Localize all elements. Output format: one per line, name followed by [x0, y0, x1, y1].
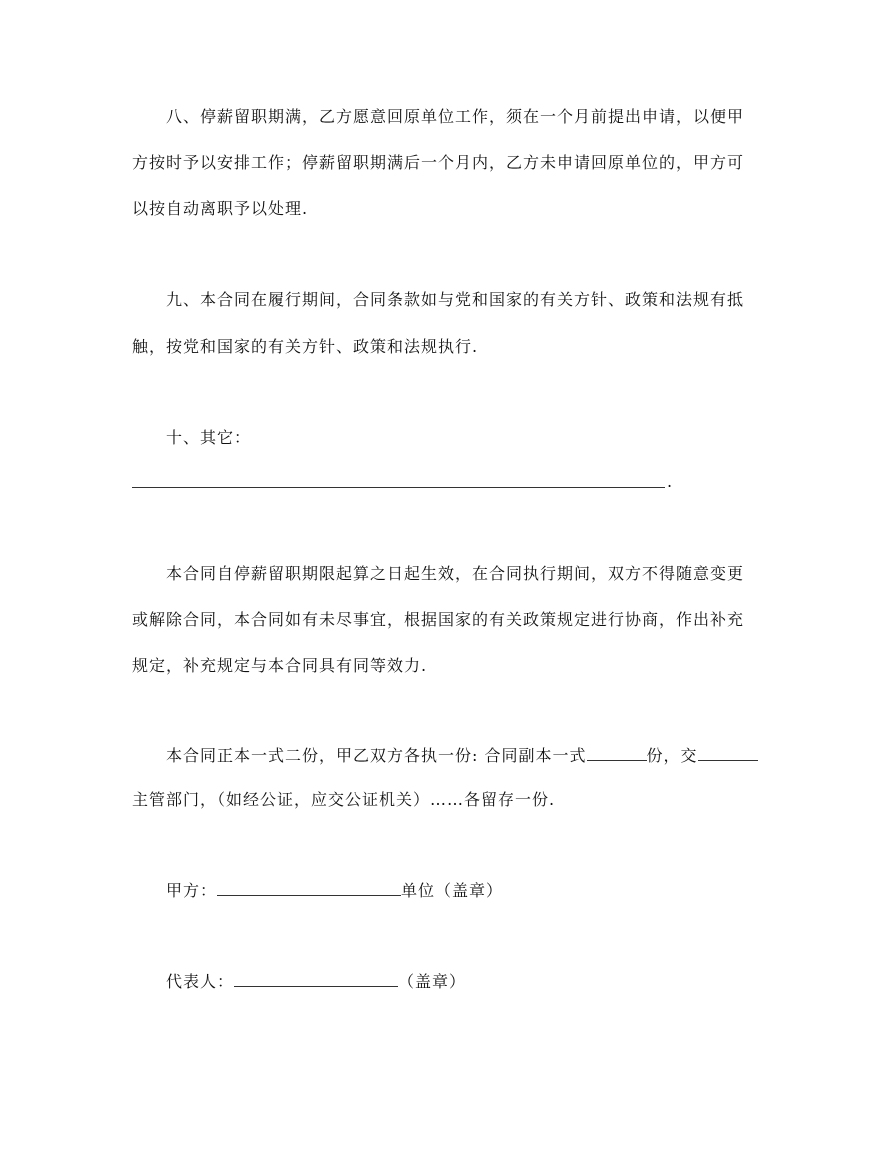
representative-suffix: （盖章） [398, 972, 467, 991]
copies-text1: 本合同正本一式二份，甲乙双方各执一份 [166, 746, 473, 765]
party-a-blank [217, 879, 401, 896]
clause10-end-mark: . [667, 472, 673, 491]
clause9-line1: 九、本合同在履行期间，合同条款如与党和国家的有关方针、政策和法规有抵 [166, 290, 745, 309]
copies-text3: 份，交 [646, 746, 698, 765]
party-a-label: 甲方： [166, 881, 218, 900]
effect-line3: 规定，补充规定与本合同具有同等效力. [132, 656, 428, 675]
effect-line1: 本合同自停薪留职期限起算之日起生效，在合同执行期间，双方不得随意变更 [166, 564, 745, 583]
clause10-fill-line [132, 487, 665, 488]
effect-line2: 或解除合同，本合同如有未尽事宜，根据国家的有关政策规定进行协商，作出补充 [132, 610, 745, 629]
copies-separator: : [472, 746, 485, 765]
copies-dept-blank [698, 744, 758, 761]
party-a-row [166, 879, 503, 901]
party-a-suffix: 单位（盖章） [401, 881, 504, 900]
representative-label: 代表人： [166, 972, 235, 991]
representative-row [166, 970, 466, 992]
clause8-line1: 八、停薪留职期满，乙方愿意回原单位工作，须在一个月前提出申请，以便甲 [166, 107, 745, 126]
copies-line2: 主管部门，（如经公证，应交公证机关）……各留存一份. [132, 790, 556, 809]
clause8-line2: 方按时予以安排工作；停薪留职期满后一个月内，乙方未申请回原单位的，甲方可 [132, 153, 745, 172]
copies-text2: 合同副本一式 [484, 746, 587, 765]
clause9-line2: 触，按党和国家的有关方针、政策和法规执行. [132, 337, 479, 356]
clause10-heading: 十、其它： [166, 428, 252, 447]
representative-blank [234, 970, 398, 987]
copies-line1 [166, 744, 758, 766]
copies-count-blank [587, 744, 647, 761]
clause8-line3: 以按自动离职予以处理. [132, 199, 309, 218]
